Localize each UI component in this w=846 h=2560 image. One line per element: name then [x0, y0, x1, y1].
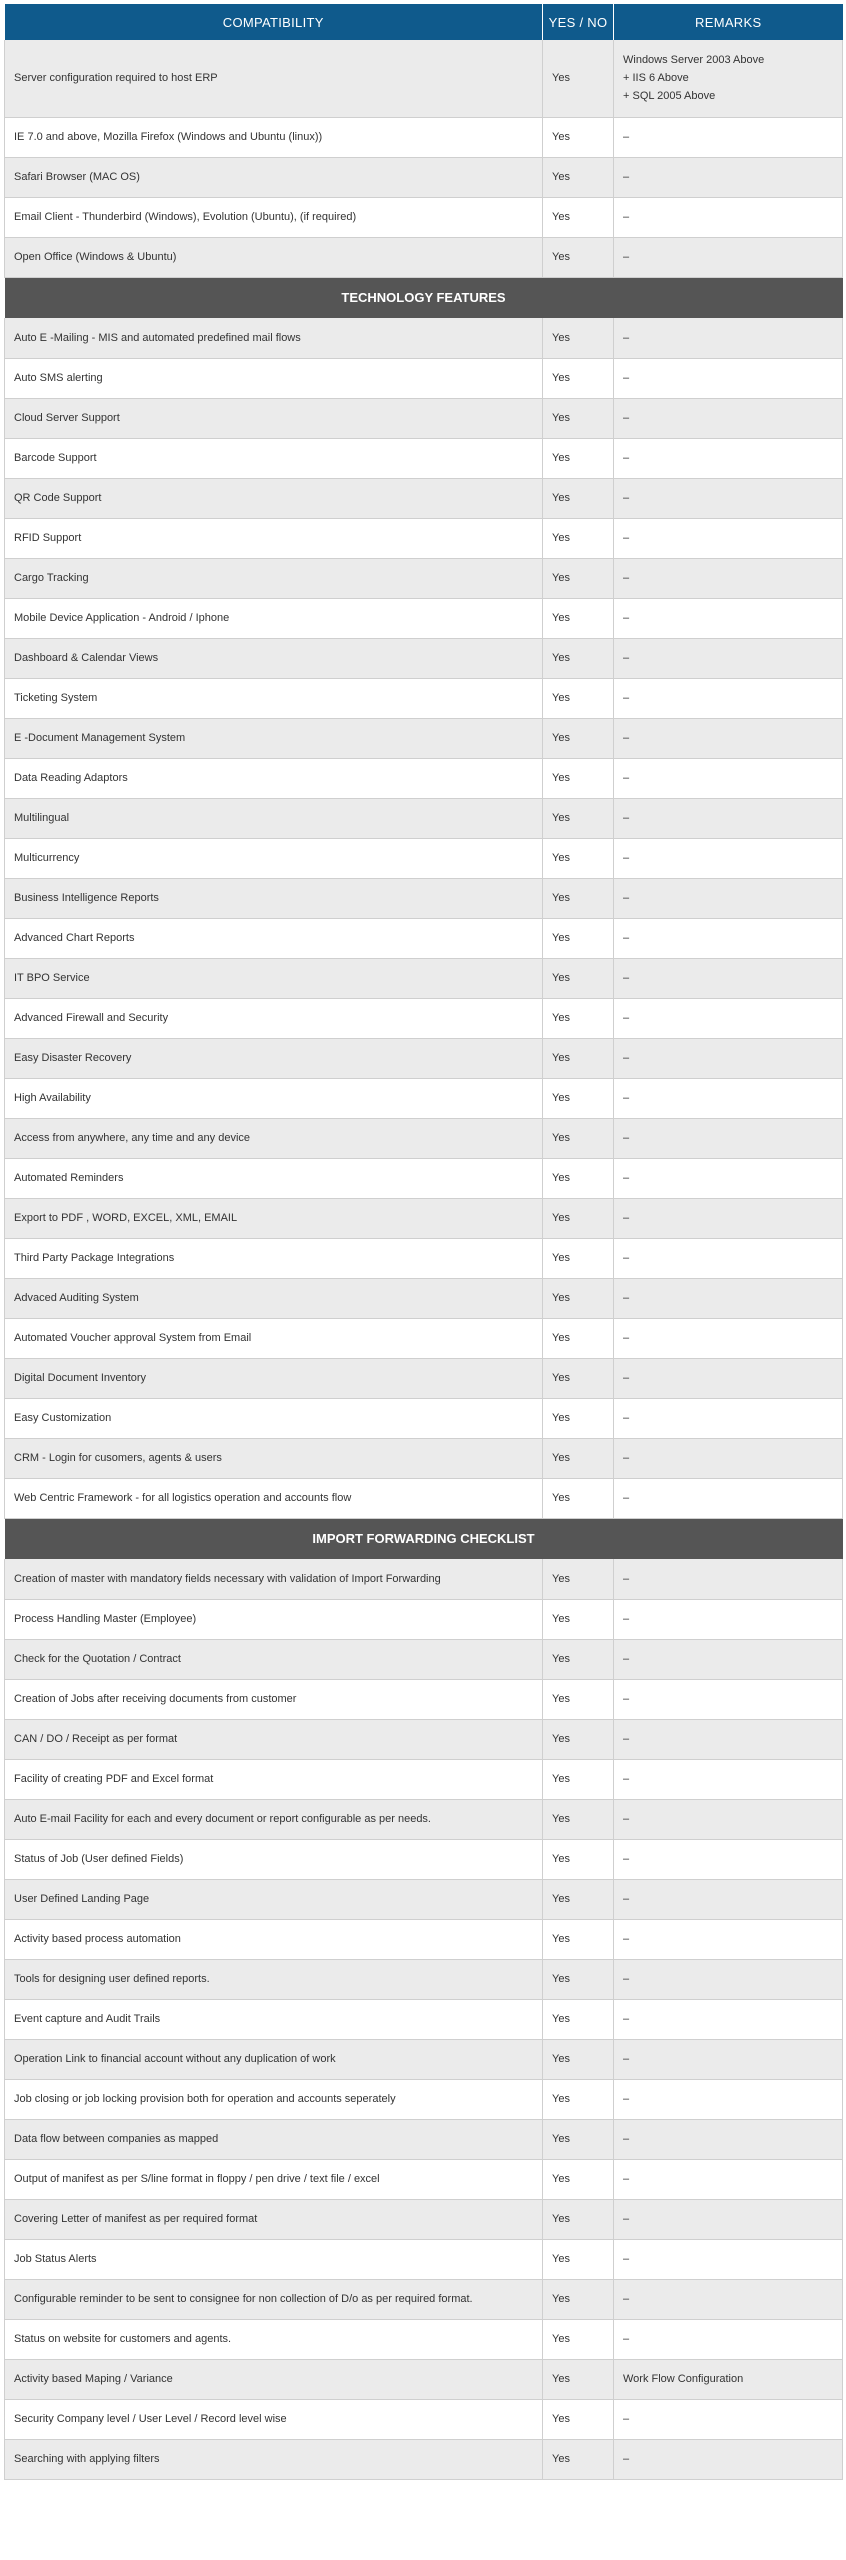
table-row — [5, 1559, 843, 1599]
yes-no-cell: Yes — [543, 558, 614, 598]
remarks-cell: – — [614, 478, 843, 518]
yes-no-cell: Yes — [543, 1999, 614, 2039]
yes-no-cell: Yes — [543, 958, 614, 998]
yes-no-cell: Yes — [543, 758, 614, 798]
yes-no-cell: Yes — [543, 478, 614, 518]
remarks-cell: – — [614, 1398, 843, 1438]
table-row — [5, 358, 843, 398]
remarks-cell: – — [614, 1639, 843, 1679]
remarks-cell: – — [614, 678, 843, 718]
feature-cell: User Defined Landing Page — [5, 1879, 543, 1919]
remarks-cell — [614, 197, 843, 237]
feature-cell: E -Document Management System — [5, 718, 543, 758]
table-row — [5, 1919, 843, 1959]
table-row — [5, 1679, 843, 1719]
feature-cell: Cloud Server Support — [5, 398, 543, 438]
feature-cell: Multicurrency — [5, 838, 543, 878]
table-row — [5, 1959, 843, 1999]
feature-cell: Safari Browser (MAC OS) — [5, 157, 543, 197]
yes-no-cell: Yes — [543, 438, 614, 478]
table-row — [5, 438, 843, 478]
yes-no-cell: Yes — [543, 2279, 614, 2319]
table-row — [5, 1398, 843, 1438]
remarks-cell: – — [614, 1719, 843, 1759]
yes-no-cell: Yes — [543, 2159, 614, 2199]
yes-no-cell: Yes — [543, 237, 614, 277]
yes-no-cell: Yes — [543, 878, 614, 918]
feature-cell: Barcode Support — [5, 438, 543, 478]
remarks-cell: – — [614, 638, 843, 678]
feature-cell: Server configuration required to host ERP — [5, 40, 543, 117]
table-row — [5, 1438, 843, 1478]
remarks-cell: – — [614, 2119, 843, 2159]
yes-no-cell: Yes — [543, 1478, 614, 1518]
yes-no-cell: Yes — [543, 998, 614, 1038]
yes-no-cell: Yes — [543, 2359, 614, 2399]
yes-no-cell: Yes — [543, 40, 614, 117]
table-row — [5, 1639, 843, 1679]
remarks-cell: – — [614, 1438, 843, 1478]
yes-no-cell: Yes — [543, 318, 614, 358]
feature-cell: CAN / DO / Receipt as per format — [5, 1719, 543, 1759]
feature-cell: Business Intelligence Reports — [5, 878, 543, 918]
feature-cell: Advanced Chart Reports — [5, 918, 543, 958]
feature-cell: Check for the Quotation / Contract — [5, 1639, 543, 1679]
yes-no-cell: Yes — [543, 678, 614, 718]
table-row — [5, 678, 843, 718]
feature-cell: Tools for designing user defined reports. — [5, 1959, 543, 1999]
feature-cell: Open Office (Windows & Ubuntu) — [5, 237, 543, 277]
table-row — [5, 598, 843, 638]
table-row — [5, 1198, 843, 1238]
feature-cell: Job closing or job locking provision both for operation and accounts seperately — [5, 2079, 543, 2119]
feature-cell: Ticketing System — [5, 678, 543, 718]
yes-no-cell: Yes — [543, 2119, 614, 2159]
remarks-cell: – — [614, 1158, 843, 1198]
yes-no-cell: Yes — [543, 1719, 614, 1759]
yes-no-cell: Yes — [543, 2079, 614, 2119]
table-row — [5, 398, 843, 438]
remark-line: + SQL 2005 Above — [623, 90, 716, 103]
table-row — [5, 1158, 843, 1198]
yes-no-cell: Yes — [543, 1438, 614, 1478]
remarks-cell: – — [614, 2079, 843, 2119]
table-row — [5, 237, 843, 277]
remarks-cell: – — [614, 2199, 843, 2239]
remarks-cell: – — [614, 1919, 843, 1959]
remarks-cell: – — [614, 1358, 843, 1398]
yes-no-cell: Yes — [543, 1198, 614, 1238]
remarks-cell: – — [614, 1038, 843, 1078]
header-compatibility: COMPATIBILITY — [5, 4, 543, 40]
table-row — [5, 998, 843, 1038]
remarks-cell: – — [614, 1959, 843, 1999]
remarks-cell: – — [614, 1799, 843, 1839]
remarks-cell: – — [614, 838, 843, 878]
yes-no-cell: Yes — [543, 1158, 614, 1198]
feature-cell: Multilingual — [5, 798, 543, 838]
feature-cell: Job Status Alerts — [5, 2239, 543, 2279]
feature-cell: Searching with applying filters — [5, 2439, 543, 2479]
section-title: IMPORT FORWARDING CHECKLIST — [5, 1518, 843, 1559]
remarks-cell — [614, 237, 843, 277]
feature-cell: CRM - Login for cusomers, agents & users — [5, 1438, 543, 1478]
feature-cell: Facility of creating PDF and Excel format — [5, 1759, 543, 1799]
remarks-cell — [614, 157, 843, 197]
table-row — [5, 2159, 843, 2199]
remarks-cell: – — [614, 598, 843, 638]
remarks-cell: – — [614, 918, 843, 958]
feature-cell: High Availability — [5, 1078, 543, 1118]
yes-no-cell: Yes — [543, 2319, 614, 2359]
remarks-cell: – — [614, 518, 843, 558]
feature-cell: Cargo Tracking — [5, 558, 543, 598]
table-row — [5, 1839, 843, 1879]
feature-cell: Email Client - Thunderbird (Windows), Evolution (Ubuntu), (if required) — [5, 197, 543, 237]
yes-no-cell: Yes — [543, 1799, 614, 1839]
yes-no-cell: Yes — [543, 1759, 614, 1799]
yes-no-cell: Yes — [543, 2239, 614, 2279]
remarks-cell: – — [614, 358, 843, 398]
yes-no-cell: Yes — [543, 1599, 614, 1639]
remarks-cell: – — [614, 558, 843, 598]
yes-no-cell: Yes — [543, 918, 614, 958]
feature-cell: Web Centric Framework - for all logistics operation and accounts flow — [5, 1478, 543, 1518]
yes-no-cell: Yes — [543, 1559, 614, 1599]
yes-no-cell: Yes — [543, 398, 614, 438]
remark-line: – — [623, 211, 630, 223]
remark-line: – — [623, 171, 630, 183]
remarks-cell: – — [614, 758, 843, 798]
table-row — [5, 1038, 843, 1078]
feature-cell: Digital Document Inventory — [5, 1358, 543, 1398]
yes-no-cell: Yes — [543, 197, 614, 237]
feature-cell: QR Code Support — [5, 478, 543, 518]
table-row — [5, 1999, 843, 2039]
feature-cell: Status on website for customers and agents. — [5, 2319, 543, 2359]
table-header — [5, 4, 843, 40]
remarks-cell: – — [614, 2399, 843, 2439]
remarks-cell: – — [614, 2439, 843, 2479]
feature-cell: Auto E -Mailing - MIS and automated predefined mail flows — [5, 318, 543, 358]
remark-line: + IIS 6 Above — [623, 72, 689, 85]
table-row — [5, 718, 843, 758]
yes-no-cell: Yes — [543, 838, 614, 878]
header-yes-no: YES / NO — [543, 4, 614, 40]
feature-cell: Dashboard & Calendar Views — [5, 638, 543, 678]
remarks-cell: – — [614, 1198, 843, 1238]
table-row — [5, 2439, 843, 2479]
remarks-cell: – — [614, 1679, 843, 1719]
table-row — [5, 2119, 843, 2159]
table-row — [5, 1278, 843, 1318]
remarks-cell: – — [614, 1118, 843, 1158]
feature-cell: Third Party Package Integrations — [5, 1238, 543, 1278]
remarks-cell: – — [614, 1559, 843, 1599]
remarks-cell: – — [614, 798, 843, 838]
yes-no-cell: Yes — [543, 2439, 614, 2479]
table-row — [5, 2359, 843, 2399]
remarks-cell: – — [614, 2279, 843, 2319]
remarks-cell: – — [614, 2039, 843, 2079]
feature-cell: RFID Support — [5, 518, 543, 558]
remarks-cell: Work Flow Configuration — [614, 2359, 843, 2399]
remarks-cell: – — [614, 1759, 843, 1799]
remarks-cell: – — [614, 1599, 843, 1639]
feature-cell: Automated Reminders — [5, 1158, 543, 1198]
remarks-cell: – — [614, 958, 843, 998]
remarks-cell: – — [614, 1278, 843, 1318]
table-row — [5, 1118, 843, 1158]
feature-cell: Covering Letter of manifest as per required format — [5, 2199, 543, 2239]
yes-no-cell: Yes — [543, 1639, 614, 1679]
table-row — [5, 117, 843, 157]
table-row — [5, 1719, 843, 1759]
feature-cell: Easy Disaster Recovery — [5, 1038, 543, 1078]
feature-cell: Activity based Maping / Variance — [5, 2359, 543, 2399]
yes-no-cell: Yes — [543, 1358, 614, 1398]
remarks-cell: – — [614, 318, 843, 358]
yes-no-cell: Yes — [543, 1879, 614, 1919]
yes-no-cell: Yes — [543, 1839, 614, 1879]
table-row — [5, 1078, 843, 1118]
table-row — [5, 157, 843, 197]
section-import-forwarding — [5, 1518, 843, 1559]
feature-cell: Creation of Jobs after receiving documents from customer — [5, 1679, 543, 1719]
yes-no-cell: Yes — [543, 798, 614, 838]
yes-no-cell: Yes — [543, 1679, 614, 1719]
checklist-container — [4, 4, 842, 2480]
yes-no-cell: Yes — [543, 2199, 614, 2239]
table-row — [5, 2319, 843, 2359]
feature-cell: Access from anywhere, any time and any device — [5, 1118, 543, 1158]
remarks-cell — [614, 117, 843, 157]
feature-cell: IT BPO Service — [5, 958, 543, 998]
yes-no-cell: Yes — [543, 2399, 614, 2439]
remarks-cell: – — [614, 1078, 843, 1118]
remarks-cell: – — [614, 1999, 843, 2039]
feature-cell: Mobile Device Application - Android / Iphone — [5, 598, 543, 638]
table-row — [5, 918, 843, 958]
remark-line: – — [623, 131, 630, 143]
table-row — [5, 878, 843, 918]
remarks-cell: – — [614, 2319, 843, 2359]
table-row — [5, 478, 843, 518]
remarks-cell: – — [614, 1318, 843, 1358]
yes-no-cell: Yes — [543, 1278, 614, 1318]
feature-cell: Auto E-mail Facility for each and every document or report configurable as per needs. — [5, 1799, 543, 1839]
feature-cell: Configurable reminder to be sent to consignee for non collection of D/o as per required format. — [5, 2279, 543, 2319]
yes-no-cell: Yes — [543, 1318, 614, 1358]
remarks-cell: – — [614, 998, 843, 1038]
feature-cell: Output of manifest as per S/line format in floppy / pen drive / text file / excel — [5, 2159, 543, 2199]
feature-cell: Data Reading Adaptors — [5, 758, 543, 798]
table-row — [5, 638, 843, 678]
yes-no-cell: Yes — [543, 2039, 614, 2079]
yes-no-cell: Yes — [543, 1919, 614, 1959]
feature-cell: IE 7.0 and above, Mozilla Firefox (Windows and Ubuntu (linux)) — [5, 117, 543, 157]
table-row — [5, 758, 843, 798]
section-technology-features — [5, 277, 843, 318]
remark-line: – — [623, 251, 630, 263]
feature-cell: Event capture and Audit Trails — [5, 1999, 543, 2039]
feature-cell: Advaced Auditing System — [5, 1278, 543, 1318]
remarks-cell: – — [614, 1478, 843, 1518]
remarks-cell — [614, 40, 843, 117]
yes-no-cell: Yes — [543, 638, 614, 678]
feature-table — [4, 4, 843, 2480]
feature-cell: Security Company level / User Level / Record level wise — [5, 2399, 543, 2439]
yes-no-cell: Yes — [543, 1118, 614, 1158]
remarks-cell: – — [614, 1879, 843, 1919]
feature-cell: Data flow between companies as mapped — [5, 2119, 543, 2159]
table-row — [5, 318, 843, 358]
table-row — [5, 1318, 843, 1358]
feature-cell: Process Handling Master (Employee) — [5, 1599, 543, 1639]
remarks-cell: – — [614, 878, 843, 918]
table-row — [5, 2399, 843, 2439]
header-remarks: REMARKS — [614, 4, 843, 40]
table-row — [5, 558, 843, 598]
table-row — [5, 2039, 843, 2079]
table-row — [5, 838, 843, 878]
table-row — [5, 1759, 843, 1799]
table-row — [5, 2279, 843, 2319]
feature-cell: Advanced Firewall and Security — [5, 998, 543, 1038]
yes-no-cell: Yes — [543, 157, 614, 197]
feature-cell: Creation of master with mandatory fields necessary with validation of Import Forwarding — [5, 1559, 543, 1599]
yes-no-cell: Yes — [543, 518, 614, 558]
feature-cell: Easy Customization — [5, 1398, 543, 1438]
yes-no-cell: Yes — [543, 1238, 614, 1278]
feature-cell: Automated Voucher approval System from Email — [5, 1318, 543, 1358]
table-row — [5, 958, 843, 998]
table-row — [5, 2079, 843, 2119]
yes-no-cell: Yes — [543, 1038, 614, 1078]
table-body — [5, 40, 843, 2479]
remarks-cell: – — [614, 2159, 843, 2199]
feature-cell: Activity based process automation — [5, 1919, 543, 1959]
remarks-cell: – — [614, 718, 843, 758]
feature-cell: Status of Job (User defined Fields) — [5, 1839, 543, 1879]
feature-cell: Auto SMS alerting — [5, 358, 543, 398]
table-row — [5, 197, 843, 237]
remark-line: Windows Server 2003 Above — [623, 54, 765, 67]
table-row — [5, 1879, 843, 1919]
yes-no-cell: Yes — [543, 718, 614, 758]
table-row — [5, 798, 843, 838]
table-row — [5, 1358, 843, 1398]
table-row — [5, 518, 843, 558]
yes-no-cell: Yes — [543, 1078, 614, 1118]
table-row — [5, 2199, 843, 2239]
table-row — [5, 1599, 843, 1639]
table-row — [5, 40, 843, 117]
remarks-cell: – — [614, 1238, 843, 1278]
yes-no-cell: Yes — [543, 1398, 614, 1438]
table-row — [5, 1799, 843, 1839]
remarks-cell: – — [614, 2239, 843, 2279]
table-row — [5, 1478, 843, 1518]
remarks-cell: – — [614, 438, 843, 478]
section-title: TECHNOLOGY FEATURES — [5, 277, 843, 318]
yes-no-cell: Yes — [543, 598, 614, 638]
table-row — [5, 2239, 843, 2279]
feature-cell: Export to PDF , WORD, EXCEL, XML, EMAIL — [5, 1198, 543, 1238]
table-row — [5, 1238, 843, 1278]
yes-no-cell: Yes — [543, 358, 614, 398]
yes-no-cell: Yes — [543, 1959, 614, 1999]
remarks-cell: – — [614, 1839, 843, 1879]
feature-cell: Operation Link to financial account without any duplication of work — [5, 2039, 543, 2079]
remarks-cell: – — [614, 398, 843, 438]
yes-no-cell: Yes — [543, 117, 614, 157]
